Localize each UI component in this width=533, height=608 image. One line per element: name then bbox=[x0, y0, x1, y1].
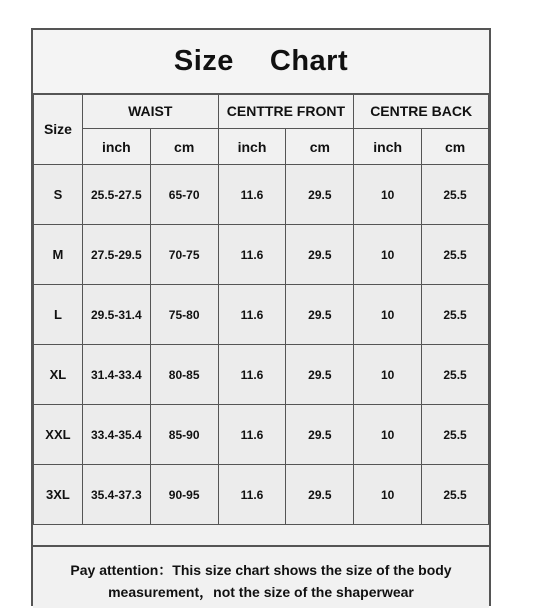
back-cm-cell: 25.5 bbox=[422, 285, 489, 345]
waist-inch-cell: 25.5-27.5 bbox=[82, 165, 150, 225]
size-label: L bbox=[34, 285, 83, 345]
size-label: XXL bbox=[34, 405, 83, 465]
back-cm-cell: 25.5 bbox=[422, 405, 489, 465]
unit-header: cm bbox=[150, 129, 218, 165]
header-waist: WAIST bbox=[82, 94, 218, 129]
table-row bbox=[34, 405, 489, 465]
waist-cm-cell: 70-75 bbox=[150, 225, 218, 285]
front-inch-cell: 11.6 bbox=[218, 465, 286, 525]
waist-inch-cell: 27.5-29.5 bbox=[82, 225, 150, 285]
waist-inch-cell: 29.5-31.4 bbox=[82, 285, 150, 345]
size-label: XL bbox=[34, 345, 83, 405]
back-cm-cell: 25.5 bbox=[422, 345, 489, 405]
unit-header: inch bbox=[354, 129, 422, 165]
back-inch-cell: 10 bbox=[354, 225, 422, 285]
front-inch-cell: 11.6 bbox=[218, 405, 286, 465]
unit-header: inch bbox=[82, 129, 150, 165]
table-row bbox=[34, 165, 489, 225]
attention-note bbox=[33, 545, 489, 608]
waist-cm-cell: 90-95 bbox=[150, 465, 218, 525]
size-label: M bbox=[34, 225, 83, 285]
chart-title bbox=[33, 30, 489, 95]
size-chart-frame bbox=[31, 28, 491, 606]
note-line-2: measurement，not the size of the shaperwear bbox=[108, 584, 414, 600]
front-inch-cell: 11.6 bbox=[218, 165, 286, 225]
table-row bbox=[34, 285, 489, 345]
unit-header: cm bbox=[286, 129, 354, 165]
title-word-size: Size bbox=[173, 45, 234, 77]
waist-inch-cell: 31.4-33.4 bbox=[82, 345, 150, 405]
back-cm-cell: 25.5 bbox=[422, 225, 489, 285]
waist-inch-cell: 35.4-37.3 bbox=[82, 465, 150, 525]
front-cm-cell: 29.5 bbox=[286, 345, 354, 405]
header-centre-front: CENTTRE FRONT bbox=[218, 94, 354, 129]
waist-cm-cell: 65-70 bbox=[150, 165, 218, 225]
front-cm-cell: 29.5 bbox=[286, 225, 354, 285]
front-inch-cell: 11.6 bbox=[218, 285, 286, 345]
front-inch-cell: 11.6 bbox=[218, 345, 286, 405]
table-row bbox=[34, 225, 489, 285]
header-row-groups bbox=[34, 94, 489, 129]
title-word-chart: Chart bbox=[269, 45, 349, 77]
size-label: 3XL bbox=[34, 465, 83, 525]
note-line-1: Pay attention：This size chart shows the size of the body bbox=[70, 562, 452, 578]
waist-cm-cell: 80-85 bbox=[150, 345, 218, 405]
back-inch-cell: 10 bbox=[354, 285, 422, 345]
waist-cm-cell: 75-80 bbox=[150, 285, 218, 345]
table-row bbox=[34, 345, 489, 405]
front-inch-cell: 11.6 bbox=[218, 225, 286, 285]
waist-cm-cell: 85-90 bbox=[150, 405, 218, 465]
header-centre-back: CENTRE BACK bbox=[354, 94, 489, 129]
header-size: Size bbox=[34, 94, 83, 165]
size-table bbox=[33, 93, 489, 525]
back-inch-cell: 10 bbox=[354, 165, 422, 225]
size-label: S bbox=[34, 165, 83, 225]
front-cm-cell: 29.5 bbox=[286, 465, 354, 525]
unit-header: cm bbox=[422, 129, 489, 165]
back-inch-cell: 10 bbox=[354, 345, 422, 405]
unit-header: inch bbox=[218, 129, 286, 165]
back-cm-cell: 25.5 bbox=[422, 165, 489, 225]
table-row bbox=[34, 465, 489, 525]
back-cm-cell: 25.5 bbox=[422, 465, 489, 525]
back-inch-cell: 10 bbox=[354, 465, 422, 525]
waist-inch-cell: 33.4-35.4 bbox=[82, 405, 150, 465]
back-inch-cell: 10 bbox=[354, 405, 422, 465]
header-row-units bbox=[34, 129, 489, 165]
front-cm-cell: 29.5 bbox=[286, 165, 354, 225]
front-cm-cell: 29.5 bbox=[286, 405, 354, 465]
front-cm-cell: 29.5 bbox=[286, 285, 354, 345]
